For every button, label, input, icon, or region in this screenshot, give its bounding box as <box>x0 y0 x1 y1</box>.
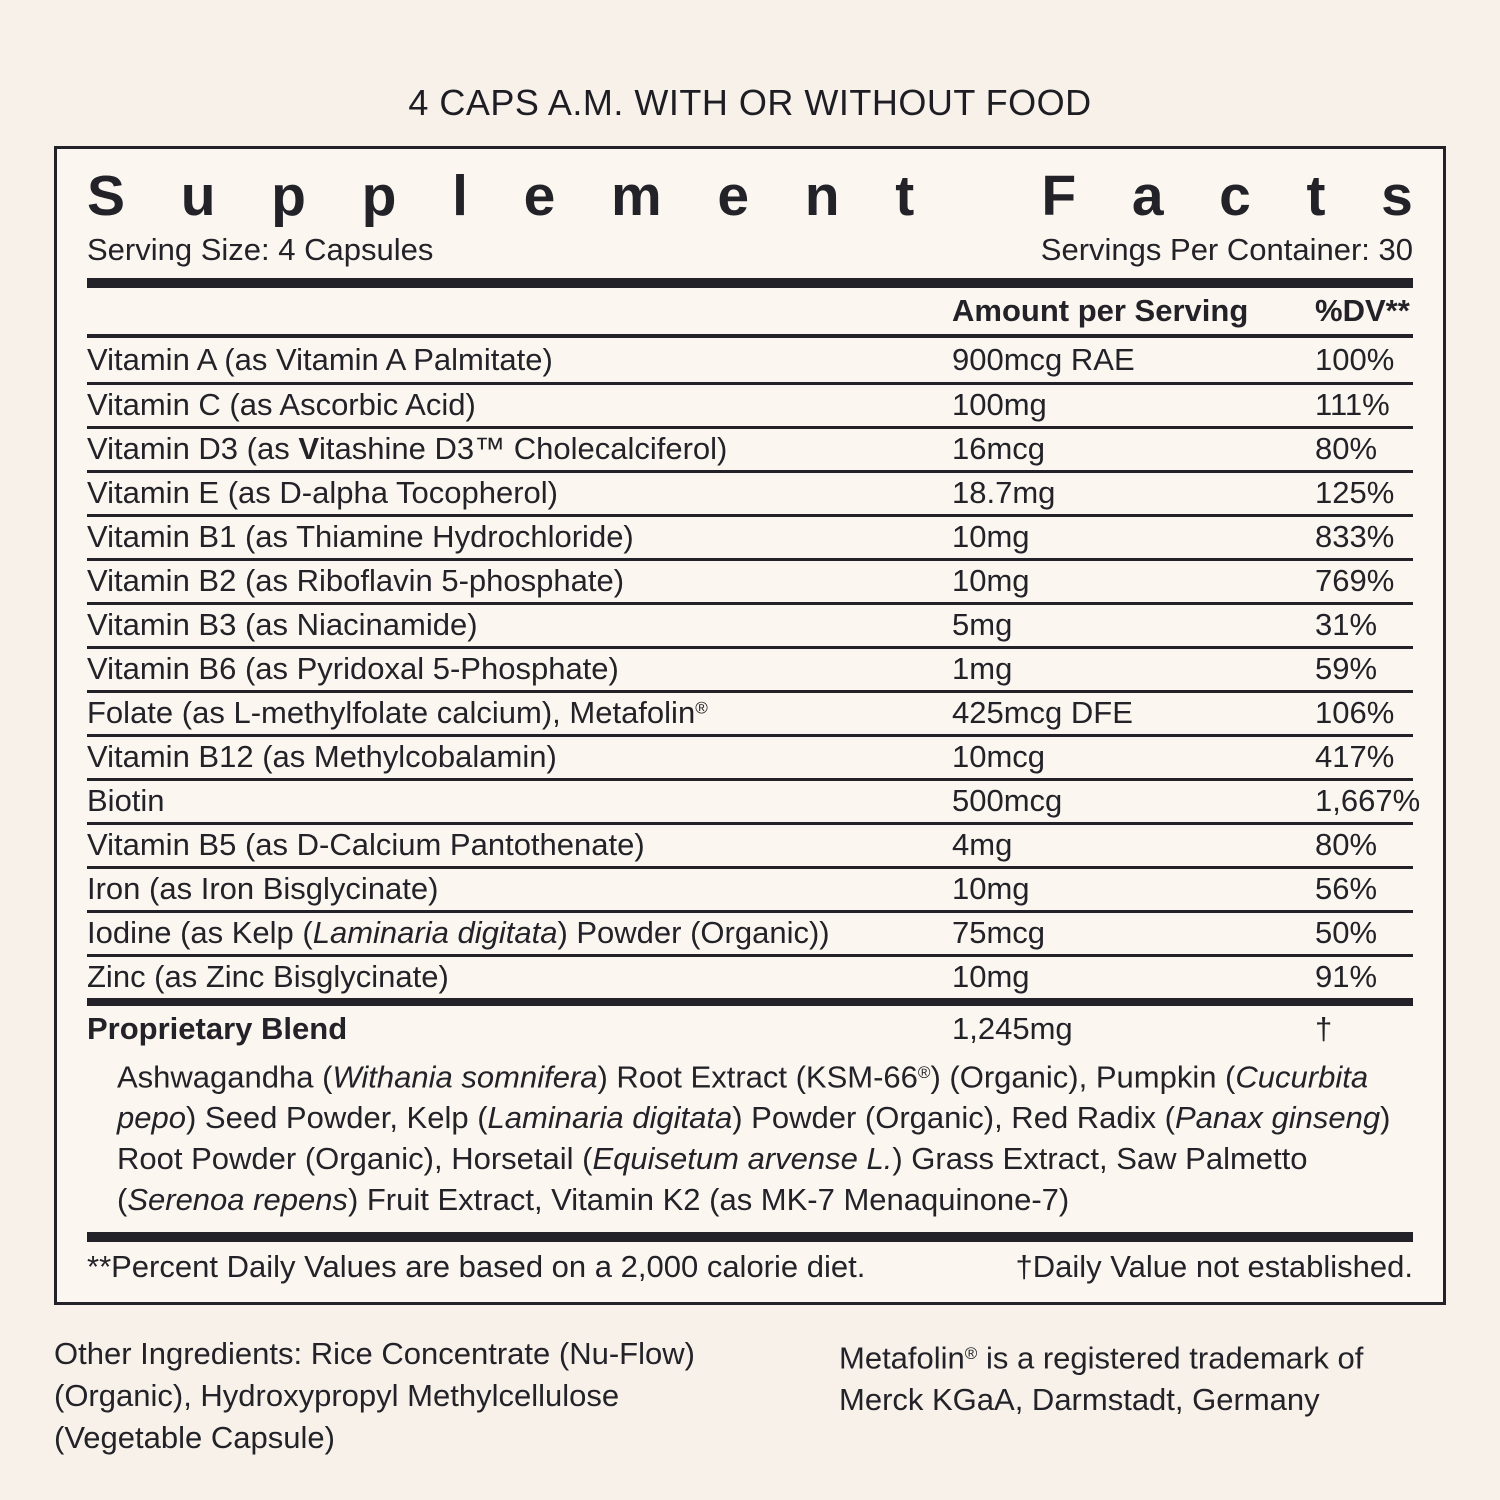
footnote-row <box>87 1242 1413 1294</box>
ingredient-dv: 417% <box>1315 739 1395 775</box>
text-segment: ) (Organic), Pumpkin ( <box>930 1059 1236 1095</box>
text-segment: ® <box>917 1062 931 1082</box>
ingredient-dv: 56% <box>1315 871 1378 907</box>
blend-name: Proprietary Blend <box>87 1010 348 1046</box>
text-segment: ) Powder (Organic)) <box>557 915 830 951</box>
text-segment: Panax ginseng <box>1174 1100 1381 1136</box>
ingredient-dv: 31% <box>1315 607 1378 643</box>
divider-before-footnote <box>87 1232 1413 1242</box>
text-segment: Withania somnifera <box>332 1059 598 1095</box>
text-segment: ) Seed Powder, Kelp ( <box>185 1100 488 1136</box>
text-segment: ) Grass Extract, Saw Palmetto ( <box>117 1141 1308 1218</box>
ingredient-name <box>87 695 952 731</box>
ingredient-dv: 769% <box>1315 563 1395 599</box>
title-letter: t <box>895 164 915 228</box>
ingredient-name <box>87 651 952 687</box>
title-letter: F <box>1041 164 1077 228</box>
footnote-daily-values: **Percent Daily Values are based on a 2,000 calorie diet. <box>87 1249 866 1285</box>
divider-thick-top <box>87 278 1413 288</box>
blend-dv: † <box>1315 1010 1333 1046</box>
table-row <box>87 470 1413 514</box>
ingredient-amount: 500mcg <box>952 783 1063 819</box>
supplement-facts-panel <box>54 146 1446 1305</box>
text-segment: Cucurbita pepo <box>117 1059 1369 1136</box>
table-row <box>87 690 1413 734</box>
text-segment: Zinc (as Zinc Bisglycinate) <box>87 959 449 995</box>
text-segment: Laminaria digitata <box>312 915 558 951</box>
label-footer <box>54 1333 1446 1459</box>
ingredient-amount: 75mcg <box>952 915 1046 951</box>
ingredient-amount: 10mg <box>952 563 1030 599</box>
ingredient-dv: 833% <box>1315 519 1395 555</box>
ingredient-amount: 18.7mg <box>952 475 1056 511</box>
ingredient-amount: 10mcg <box>952 739 1046 775</box>
ingredient-amount: 425mcg DFE <box>952 695 1133 731</box>
ingredient-name <box>87 342 952 378</box>
ingredient-name <box>87 475 952 511</box>
ingredient-amount: 100mg <box>952 387 1047 423</box>
table-row <box>87 778 1421 822</box>
table-row <box>87 338 1413 382</box>
text-segment: Vitamin E (as D-alpha Tocopherol) <box>87 475 558 511</box>
ingredient-amount: 10mg <box>952 519 1030 555</box>
text-segment: Vitamin B12 (as Methylcobalamin) <box>87 739 557 775</box>
ingredient-name <box>87 827 952 863</box>
ingredient-name <box>87 739 952 775</box>
ingredient-name <box>87 563 952 599</box>
other-ingredients-text: Other Ingredients: Rice Concentrate (Nu-Flow) (Organic), Hydroxypropyl Methylcellulose (Vegetable Capsule) <box>54 1336 695 1456</box>
table-row <box>87 734 1413 778</box>
column-header-dv: %DV** <box>1315 292 1410 328</box>
text-segment: itashine D3™ Cholecalciferol) <box>319 431 728 467</box>
table-header-row <box>87 288 1413 338</box>
text-segment: Laminaria digitata <box>487 1100 733 1136</box>
ingredient-amount: 1mg <box>952 651 1013 687</box>
serving-size: Serving Size: 4 Capsules <box>87 231 434 267</box>
ingredient-amount: 10mg <box>952 959 1030 995</box>
title-letter: p <box>271 164 306 228</box>
table-row <box>87 602 1413 646</box>
text-segment: Equisetum arvense L. <box>592 1141 893 1177</box>
ingredient-name <box>87 783 952 819</box>
ingredient-amount: 4mg <box>952 827 1013 863</box>
text-segment: Vitamin B6 (as Pyridoxal 5-Phosphate) <box>87 651 619 687</box>
text-segment: Ashwagandha ( <box>117 1059 333 1095</box>
text-segment: ) Root Extract (KSM-66 <box>597 1059 918 1095</box>
title-letter: a <box>1131 164 1164 228</box>
footnote-dagger: †Daily Value not established. <box>1015 1249 1413 1285</box>
ingredient-dv: 59% <box>1315 651 1378 687</box>
blend-amount: 1,245mg <box>952 1010 1073 1046</box>
ingredient-amount: 5mg <box>952 607 1013 643</box>
table-row <box>87 426 1413 470</box>
title-letter: m <box>611 164 662 228</box>
servings-per-container: Servings Per Container: 30 <box>1040 231 1413 267</box>
title-letter <box>970 165 986 228</box>
title-letter: t <box>1306 164 1326 228</box>
ingredient-amount: 16mcg <box>952 431 1046 467</box>
ingredient-name <box>87 871 952 907</box>
ingredient-name <box>87 959 952 995</box>
ingredient-dv: 80% <box>1315 827 1378 863</box>
ingredient-name <box>87 519 952 555</box>
text-segment: Iron (as Iron Bisglycinate) <box>87 871 439 907</box>
title-letter: p <box>361 164 397 228</box>
table-row <box>87 514 1413 558</box>
text-segment: Iodine (as Kelp ( <box>87 915 313 951</box>
text-segment: ® <box>964 1344 978 1364</box>
ingredient-name <box>87 431 952 467</box>
title-letter: S <box>87 164 126 228</box>
column-header-amount: Amount per Serving <box>952 292 1249 328</box>
text-segment: ® <box>695 698 708 718</box>
text-segment: ) Fruit Extract, Vitamin K2 (as MK-7 Menaquinone-7) <box>347 1182 1070 1218</box>
ingredient-amount: 900mcg RAE <box>952 341 1135 377</box>
table-row <box>87 558 1413 602</box>
text-segment: Vitamin C (as Ascorbic Acid) <box>87 387 476 423</box>
text-segment: Vitamin B5 (as D-Calcium Pantothenate) <box>87 827 645 863</box>
text-segment: Folate (as L-methylfolate calcium), Metafolin <box>87 695 696 731</box>
text-segment: ) Root Powder (Organic), Horsetail ( <box>117 1100 1391 1177</box>
ingredient-dv: 1,667% <box>1315 783 1421 819</box>
title-letter: u <box>180 164 216 228</box>
ingredient-dv: 100% <box>1315 341 1395 377</box>
trademark-notice <box>839 1333 1419 1459</box>
table-row <box>87 910 1413 954</box>
serving-info-row <box>87 232 1413 268</box>
ingredient-dv: 50% <box>1315 915 1378 951</box>
ingredients-table <box>87 338 1421 998</box>
table-row <box>87 954 1413 998</box>
title-letter: n <box>804 164 840 228</box>
ingredient-name <box>87 607 952 643</box>
title-letter: c <box>1219 164 1251 228</box>
ingredient-name <box>87 387 952 423</box>
text-segment: Vitamin A (as Vitamin A Palmitate) <box>87 341 553 377</box>
text-segment: Serenoa repens <box>127 1182 348 1218</box>
table-row <box>87 382 1413 426</box>
table-row <box>87 866 1413 910</box>
text-segment: V <box>298 431 320 467</box>
blend-description <box>87 1052 1413 1232</box>
text-segment: Vitamin B2 (as Riboflavin 5-phosphate) <box>87 563 625 599</box>
ingredient-dv: 111% <box>1315 387 1390 423</box>
ingredient-dv: 91% <box>1315 959 1378 995</box>
ingredient-name <box>87 915 952 951</box>
table-row <box>87 646 1413 690</box>
ingredient-dv: 125% <box>1315 475 1395 511</box>
title-letter: e <box>717 164 750 228</box>
title-letter: l <box>452 164 468 228</box>
text-segment: Vitamin B3 (as Niacinamide) <box>87 607 478 643</box>
title-letter: e <box>523 164 556 228</box>
text-segment: Vitamin B1 (as Thiamine Hydrochloride) <box>87 519 634 555</box>
text-segment: Biotin <box>87 783 165 819</box>
ingredient-dv: 80% <box>1315 431 1378 467</box>
table-row <box>87 822 1413 866</box>
proprietary-blend-row <box>87 1006 1413 1052</box>
text-segment: Metafolin <box>839 1340 965 1376</box>
title-letter: s <box>1381 164 1413 228</box>
supplement-facts-title <box>87 165 1413 228</box>
divider-before-blend <box>87 998 1413 1006</box>
ingredient-dv: 106% <box>1315 695 1395 731</box>
text-segment: is a registered trademark of Merck KGaA, Darmstadt, Germany <box>839 1340 1364 1418</box>
text-segment: Vitamin D3 (as <box>87 431 299 467</box>
dosage-instruction: 4 CAPS A.M. WITH OR WITHOUT FOOD <box>408 82 1092 123</box>
text-segment: ) Powder (Organic), Red Radix ( <box>732 1100 1175 1136</box>
ingredient-amount: 10mg <box>952 871 1030 907</box>
